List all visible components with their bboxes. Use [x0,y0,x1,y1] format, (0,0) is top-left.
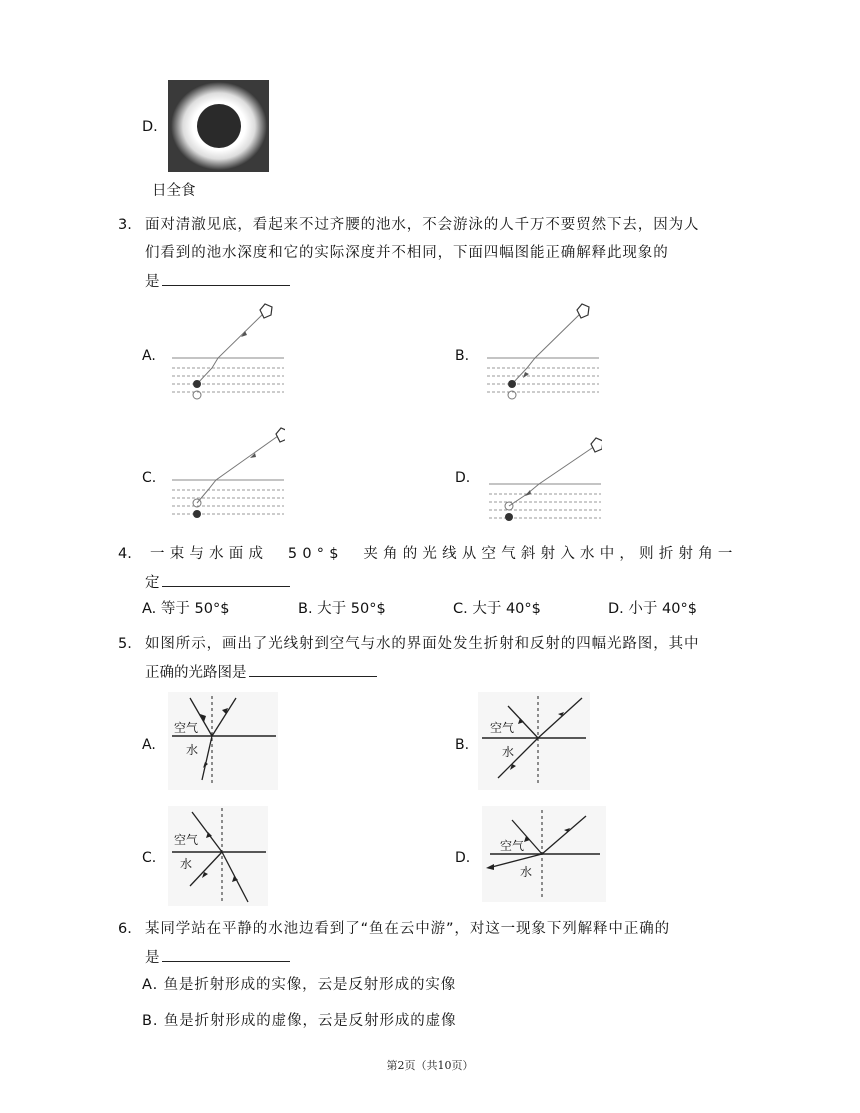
q5a-air-label: 空气 [174,721,199,735]
q3-option-d-letter: D. [455,470,471,486]
q6-option-b[interactable]: B. 鱼是折射形成的虚像，云是反射形成的虚像 [142,1013,457,1029]
q4-line2: 定 [145,571,290,594]
q5-line2: 正确的光路图是 [145,661,377,684]
q3-option-c-diagram [170,424,285,524]
q5-option-c-diagram [168,806,268,906]
q6-answer-blank[interactable] [162,946,290,962]
q5a-water-label: 水 [186,743,199,757]
q5b-air-label: 空气 [490,721,515,735]
q5-answer-blank[interactable] [249,661,377,677]
q5c-water-label: 水 [180,857,193,871]
q5d-air-label: 空气 [500,839,525,853]
q4-option-c[interactable]: C. 大于 40°$ [453,601,541,617]
q5-number: 5. [118,636,132,652]
q5-option-a-diagram [168,692,278,790]
q4-line1: 一束与水面成 50°$ 夹角的光线从空气斜射入水中，则折射角一 [150,546,738,562]
q5c-air-label: 空气 [174,833,199,847]
q3-option-b-diagram [485,298,600,402]
q3-answer-blank[interactable] [162,270,290,286]
q3-option-a-letter: A. [142,348,156,364]
q4-option-b[interactable]: B. 大于 50°$ [298,601,386,617]
q2-option-d-letter: D. [142,119,158,135]
q2-option-d-caption: 日全食 [152,183,196,199]
q5-option-d-letter: D. [455,850,471,866]
q3-option-d-diagram [487,432,602,526]
q5-line1: 如图所示，画出了光线射到空气与水的界面处发生折射和反射的四幅光路图，其中 [145,636,700,652]
q3-option-b-letter: B. [455,348,470,364]
solar-eclipse-image [168,80,269,172]
q6-line1: 某同学站在平静的水池边看到了“鱼在云中游”，对这一现象下列解释中正确的 [145,921,671,937]
q5-option-c-letter: C. [142,850,157,866]
q4-option-a[interactable]: A. 等于 50°$ [142,601,230,617]
q3-line2: 们看到的池水深度和它的实际深度并不相同，下面四幅图能正确解释此现象的 [145,245,669,261]
q5-option-a-letter: A. [142,737,156,753]
q5-option-b-letter: B. [455,737,470,753]
q3-option-c-letter: C. [142,470,157,486]
q3-line1: 面对清澈见底，看起来不过齐腰的池水，不会游泳的人千万不要贸然下去，因为人 [145,217,700,233]
q5-option-d-diagram [482,806,606,902]
page-footer: 第2页（共10页） [386,1059,474,1072]
q4-number: 4. [118,546,132,562]
q4-answer-blank[interactable] [162,571,290,587]
q3-option-a-diagram [170,298,285,402]
q5d-water-label: 水 [520,865,533,879]
q6-line2: 是 [145,946,290,969]
q5-option-b-diagram [478,692,590,790]
q3-line3: 是 [145,270,290,293]
q3-number: 3. [118,217,132,233]
q5b-water-label: 水 [502,745,515,759]
q6-option-a[interactable]: A. 鱼是折射形成的实像，云是反射形成的实像 [142,977,457,993]
q6-number: 6. [118,921,132,937]
q4-option-d[interactable]: D. 小于 40°$ [608,601,697,617]
